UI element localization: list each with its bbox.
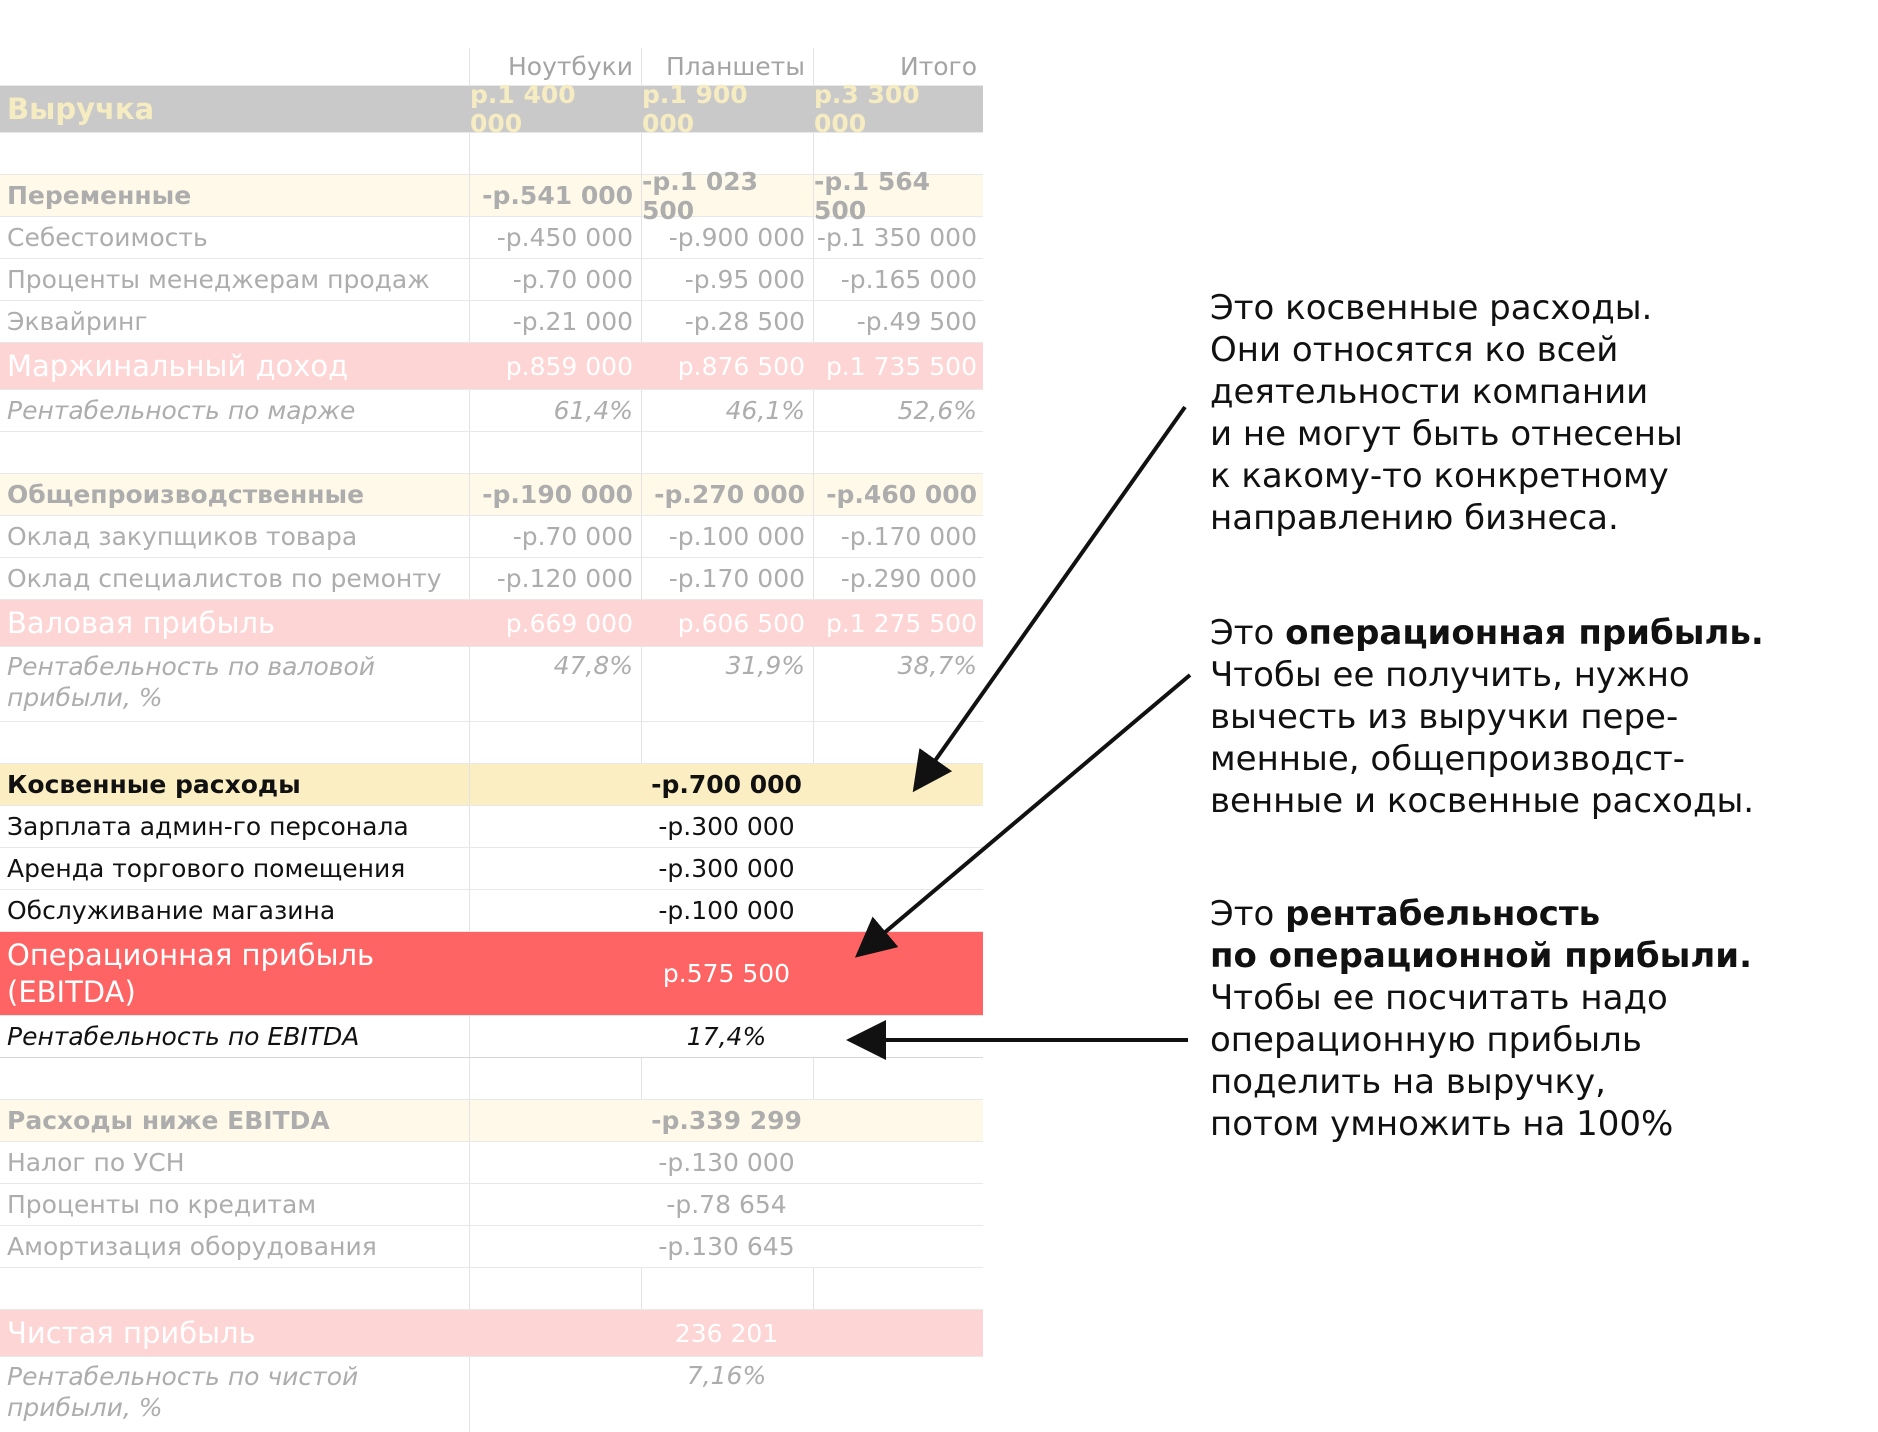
row-value: -р.165 000: [840, 265, 977, 294]
arrow-to-ebitda: [858, 675, 1190, 955]
row-value: -р.100 000: [642, 516, 814, 557]
ebitda-value: р.575 500: [662, 959, 791, 988]
col-header-total: Итого: [900, 52, 977, 81]
note-line: венные и косвенные расходы.: [1210, 781, 1755, 821]
row-label: Эквайринг: [0, 301, 470, 342]
gross-profit-total: р.1 275 500: [825, 608, 977, 638]
row-value: -р.170 000: [840, 522, 977, 551]
revenue-label: Выручка: [0, 86, 470, 132]
gross-profit-label: Валовая прибыль: [0, 600, 470, 646]
gross-profit-laptops: р.669 000: [470, 600, 642, 646]
row-label: Проценты менеджерам продаж: [0, 259, 470, 300]
gross-rent-total: 38,7%: [897, 651, 977, 680]
indirect-label: Косвенные расходы: [0, 764, 470, 805]
overhead-label: Общепроизводственные: [0, 474, 470, 515]
variable-label: Переменные: [0, 175, 470, 216]
row-label: Аренда торгового помещения: [0, 848, 470, 889]
note-text: Это: [1210, 613, 1286, 653]
revenue-laptops: р.1 400 000: [470, 86, 642, 132]
margin-income-label: Маржинальный доход: [0, 343, 470, 389]
margin-rent-laptops: 61,4%: [470, 390, 642, 431]
row-value: -р.130 000: [658, 1148, 795, 1177]
row-value: -р.170 000: [642, 558, 814, 599]
row-value: -р.70 000: [470, 259, 642, 300]
row-value: -р.28 500: [642, 301, 814, 342]
revenue-tablets: р.1 900 000: [642, 86, 814, 132]
row-value: -р.1 350 000: [816, 223, 977, 252]
margin-rent-label: Рентабельность по марже: [0, 390, 470, 431]
note-line: деятельности компании: [1210, 372, 1649, 412]
gross-rent-label: Рентабельность по валовой прибыли, %: [7, 652, 376, 713]
row-value: -р.290 000: [840, 564, 977, 593]
arrow-to-indirect: [915, 407, 1185, 789]
note-line: потом умножить на 100%: [1210, 1104, 1674, 1144]
note-bold: по операционной прибыли.: [1210, 936, 1753, 976]
margin-income-laptops: р.859 000: [470, 343, 642, 389]
row-label: Себестоимость: [0, 217, 470, 258]
note-line: Это косвенные расходы.: [1210, 288, 1653, 328]
margin-income-total: р.1 735 500: [825, 351, 977, 381]
net-rent-label: Рентабельность по чистой прибыли, %: [7, 1362, 359, 1423]
net-profit-label: Чистая прибыль: [0, 1310, 470, 1356]
row-value: -р.300 000: [658, 812, 795, 841]
gross-rent-tablets: 31,9%: [642, 647, 814, 721]
ebitda-label: Операционная прибыль (EBITDA): [7, 938, 375, 1009]
row-value: -р.120 000: [470, 558, 642, 599]
below-ebitda-label: Расходы ниже EBITDA: [0, 1100, 470, 1141]
note-line: и не могут быть отнесены: [1210, 414, 1683, 454]
below-ebitda-value: -р.339 299: [651, 1106, 802, 1135]
note-line: поделить на выручку,: [1210, 1062, 1606, 1102]
note-text: Это: [1210, 894, 1286, 934]
revenue-total: р.3 300 000: [814, 80, 920, 138]
note-line: вычесть из выручки пере-: [1210, 697, 1679, 737]
row-value: -р.78 654: [666, 1190, 787, 1219]
row-label: Амортизация оборудования: [0, 1226, 470, 1267]
margin-income-tablets: р.876 500: [642, 343, 814, 389]
row-label: Налог по УСН: [0, 1142, 470, 1183]
gross-profit-tablets: р.606 500: [642, 600, 814, 646]
row-value: -р.100 000: [658, 896, 795, 925]
col-header-laptops: Ноутбуки: [470, 48, 642, 85]
note-line: Чтобы ее получить, нужно: [1210, 655, 1690, 695]
row-label: Зарплата админ-го персонала: [0, 806, 470, 847]
variable-total: -р.1 564 500: [814, 166, 931, 225]
col-header-tablets: Планшеты: [642, 48, 814, 85]
overhead-total: -р.460 000: [826, 480, 977, 509]
net-rent-value: 7,16%: [686, 1361, 767, 1390]
row-value: -р.300 000: [658, 854, 795, 883]
variable-laptops: -р.541 000: [470, 175, 642, 216]
indirect-value: -р.700 000: [651, 770, 802, 799]
note-bold: операционная прибыль.: [1285, 613, 1764, 653]
row-label: Оклад закупщиков товара: [0, 516, 470, 557]
note-line: Чтобы ее посчитать надо: [1210, 978, 1668, 1018]
note-bold: рентабельность: [1285, 894, 1601, 934]
overhead-tablets: -р.270 000: [642, 474, 814, 515]
row-label: Проценты по кредитам: [0, 1184, 470, 1225]
note-line: Они относятся ко всей: [1210, 330, 1619, 370]
ebitda-rent-label: Рентабельность по EBITDA: [0, 1016, 470, 1057]
overhead-laptops: -р.190 000: [470, 474, 642, 515]
note-line: менные, общепроизводст-: [1210, 739, 1686, 779]
variable-tablets: -р.1 023 500: [642, 175, 814, 216]
row-value: -р.70 000: [470, 516, 642, 557]
note-line: к какому-то конкретному: [1210, 456, 1669, 496]
gross-rent-laptops: 47,8%: [470, 647, 642, 721]
row-label: Оклад специалистов по ремонту: [0, 558, 470, 599]
note-line: направлению бизнеса.: [1210, 498, 1619, 538]
row-value: -р.95 000: [642, 259, 814, 300]
ebitda-rent-value: 17,4%: [686, 1022, 767, 1051]
row-value: -р.49 500: [856, 307, 977, 336]
row-value: -р.450 000: [470, 217, 642, 258]
margin-rent-tablets: 46,1%: [642, 390, 814, 431]
row-value: -р.900 000: [642, 217, 814, 258]
row-value: -р.130 645: [658, 1232, 795, 1261]
row-label: Обслуживание магазина: [0, 890, 470, 931]
margin-rent-total: 52,6%: [897, 396, 977, 425]
row-value: -р.21 000: [470, 301, 642, 342]
net-profit-value: 236 201: [674, 1318, 779, 1348]
note-line: операционную прибыль: [1210, 1020, 1642, 1060]
